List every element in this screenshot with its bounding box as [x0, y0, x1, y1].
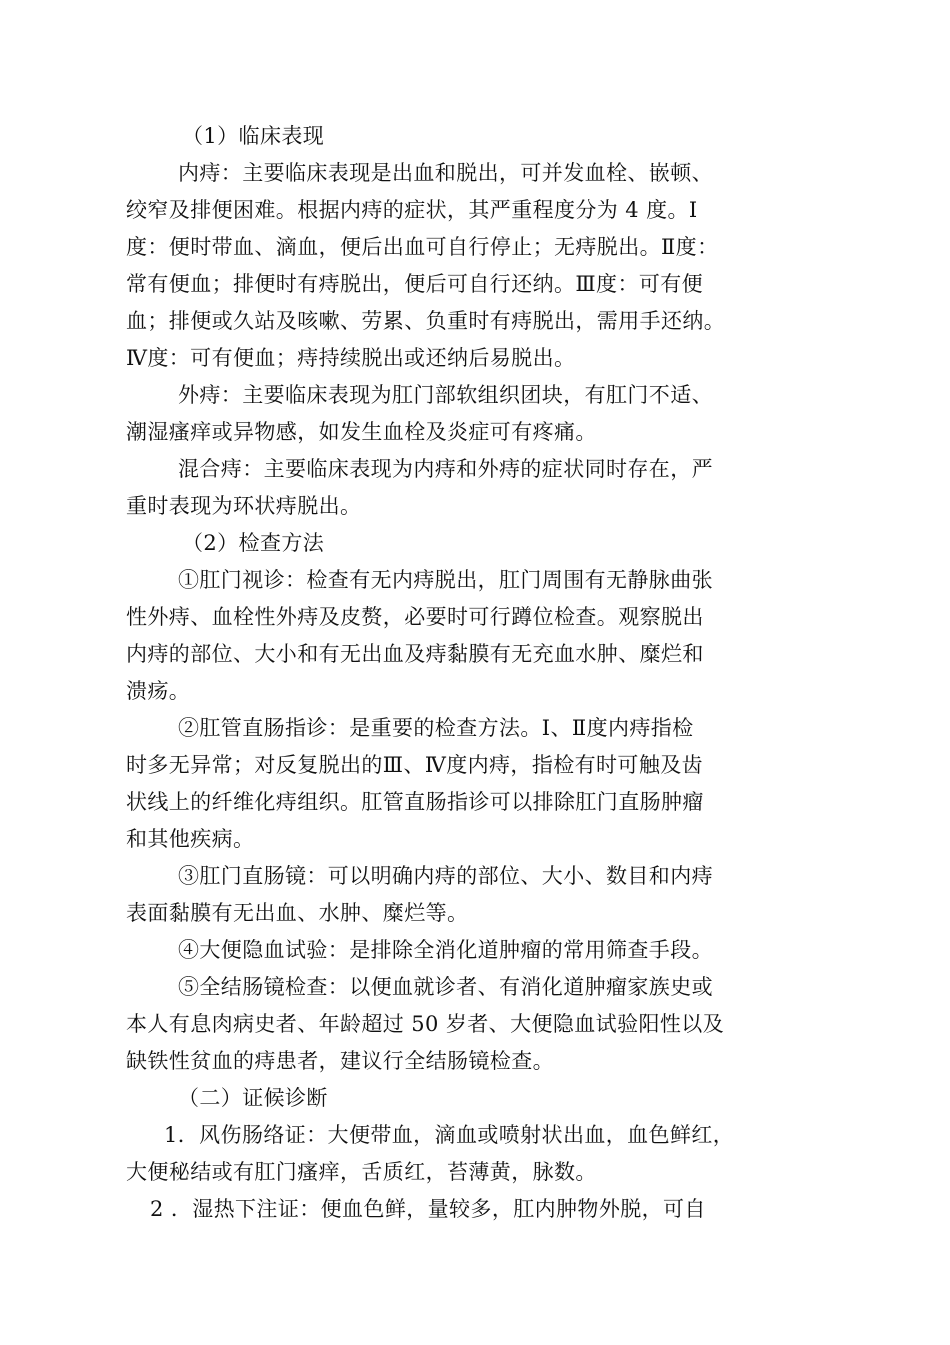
paragraph-line: 重时表现为环状痔脱出。 [126, 494, 362, 518]
paragraph-line: 混合痔：主要临床表现为内痔和外痔的症状同时存在，严 [178, 457, 713, 481]
paragraph-line: 性外痔、血栓性外痔及皮赘，必要时可行蹲位检查。观察脱出 [126, 605, 704, 629]
section-heading: （2）检查方法 [182, 531, 325, 555]
paragraph-line: 溃疡。 [126, 679, 191, 703]
paragraph-line: Ⅳ度：可有便血；痔持续脱出或还纳后易脱出。 [126, 346, 576, 370]
paragraph-line: 时多无异常；对反复脱出的Ⅲ、Ⅳ度内痔，指检有时可触及齿 [126, 753, 704, 777]
paragraph-line: 2 ．湿热下注证：便血色鲜，量较多，肛内肿物外脱，可自 [150, 1197, 706, 1221]
paragraph-line: 缺铁性贫血的痔患者，建议行全结肠镜检查。 [126, 1049, 554, 1073]
paragraph-line: ④大便隐血试验：是排除全消化道肿瘤的常用筛查手段。 [178, 938, 713, 962]
paragraph-line: 常有便血；排便时有痔脱出，便后可自行还纳。Ⅲ度：可有便 [126, 272, 704, 296]
paragraph-line: ⑤全结肠镜检查：以便血就诊者、有消化道肿瘤家族史或 [178, 975, 713, 999]
paragraph-line: 度：便时带血、滴血，便后出血可自行停止；无痔脱出。Ⅱ度： [126, 235, 719, 259]
section-heading: （1）临床表现 [182, 124, 325, 148]
paragraph-line: 1．风伤肠络证：大便带血，滴血或喷射状出血，血色鲜红， [164, 1123, 735, 1147]
paragraph-line: 状线上的纤维化痔组织。肛管直肠指诊可以排除肛门直肠肿瘤 [126, 790, 704, 814]
paragraph-line: 本人有息肉病史者、年龄超过 50 岁者、大便隐血试验阳性以及 [126, 1012, 725, 1036]
paragraph-line: 大便秘结或有肛门瘙痒，舌质红，苔薄黄，脉数。 [126, 1160, 597, 1184]
paragraph-line: 和其他疾病。 [126, 827, 255, 851]
paragraph-line: 外痔：主要临床表现为肛门部软组织团块，有肛门不适、 [178, 383, 713, 407]
paragraph-line: 潮湿瘙痒或异物感，如发生血栓及炎症可有疼痛。 [126, 420, 597, 444]
paragraph-line: ①肛门视诊：检查有无内痔脱出，肛门周围有无静脉曲张 [178, 568, 713, 592]
section-heading: （二）证候诊断 [178, 1086, 328, 1110]
paragraph-line: 内痔：主要临床表现是出血和脱出，可并发血栓、嵌顿、 [178, 161, 713, 185]
paragraph-line: ②肛管直肠指诊：是重要的检查方法。Ⅰ、Ⅱ度内痔指检 [178, 716, 694, 740]
paragraph-line: ③肛门直肠镜：可以明确内痔的部位、大小、数目和内痔 [178, 864, 713, 888]
paragraph-line: 表面黏膜有无出血、水肿、糜烂等。 [126, 901, 469, 925]
paragraph-line: 内痔的部位、大小和有无出血及痔黏膜有无充血水肿、糜烂和 [126, 642, 704, 666]
paragraph-line: 血；排便或久站及咳嗽、劳累、负重时有痔脱出，需用手还纳。 [126, 309, 726, 333]
paragraph-line: 绞窄及排便困难。根据内痔的症状，其严重程度分为 4 度。Ⅰ [126, 198, 698, 222]
